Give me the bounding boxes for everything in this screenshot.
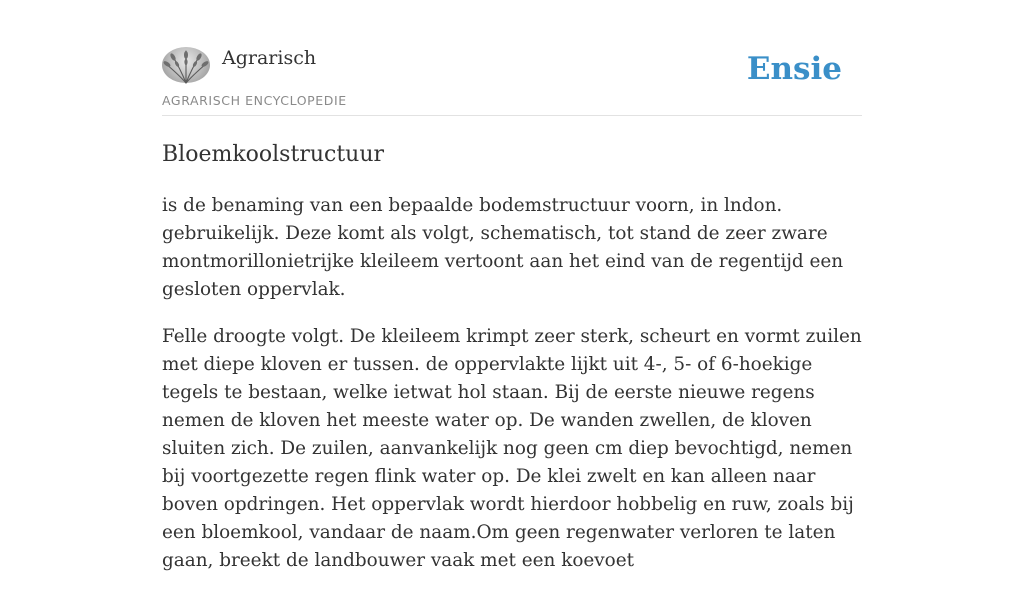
wheat-logo-icon[interactable] [162,47,210,83]
brand-title[interactable]: Agrarisch [222,47,317,69]
header [162,0,862,116]
article-title: Bloemkoolstructuur [162,142,385,167]
article-body [162,192,862,594]
main-content [162,0,862,571]
site-logo-link[interactable]: Ensie [746,51,842,87]
article-paragraph-1: is de benaming van een bepaalde bodemstructuur voorn, in lndon. gebruikelijk. Deze komt als volgt, schematisch, tot stand de zeer zware montmorillonietrijke kleileem vertoont aan het eind van de regentijd een gesloten oppervlak. [162,195,844,300]
brand-subtitle[interactable]: AGRARISCH ENCYCLOPEDIE [162,93,347,108]
article-paragraph-2: Felle droogte volgt. De kleileem krimpt zeer sterk, scheurt en vormt zuilen met diepe kloven er tussen. de oppervlakte lijkt uit 4-, 5- of 6-hoekige tegels te bestaan, welke ietwat hol staan. Bij de eerste nieuwe regens nemen de kloven het meeste water op. De wanden zwellen, de kloven sluiten zich. De zuilen, aanvankelijk nog geen cm diep bevochtigd, nemen bij voortgezette regen flink water op. De klei zwelt en kan alleen naar boven opdringen. Het oppervlak wordt hierdoor hobbelig en ruw, zoals bij een bloemkool, vandaar de naam.Om geen regenwater verloren te laten gaan, breekt de landbouwer vaak met een koevoet [162,326,862,571]
wheat-logo-graphic [162,47,210,83]
